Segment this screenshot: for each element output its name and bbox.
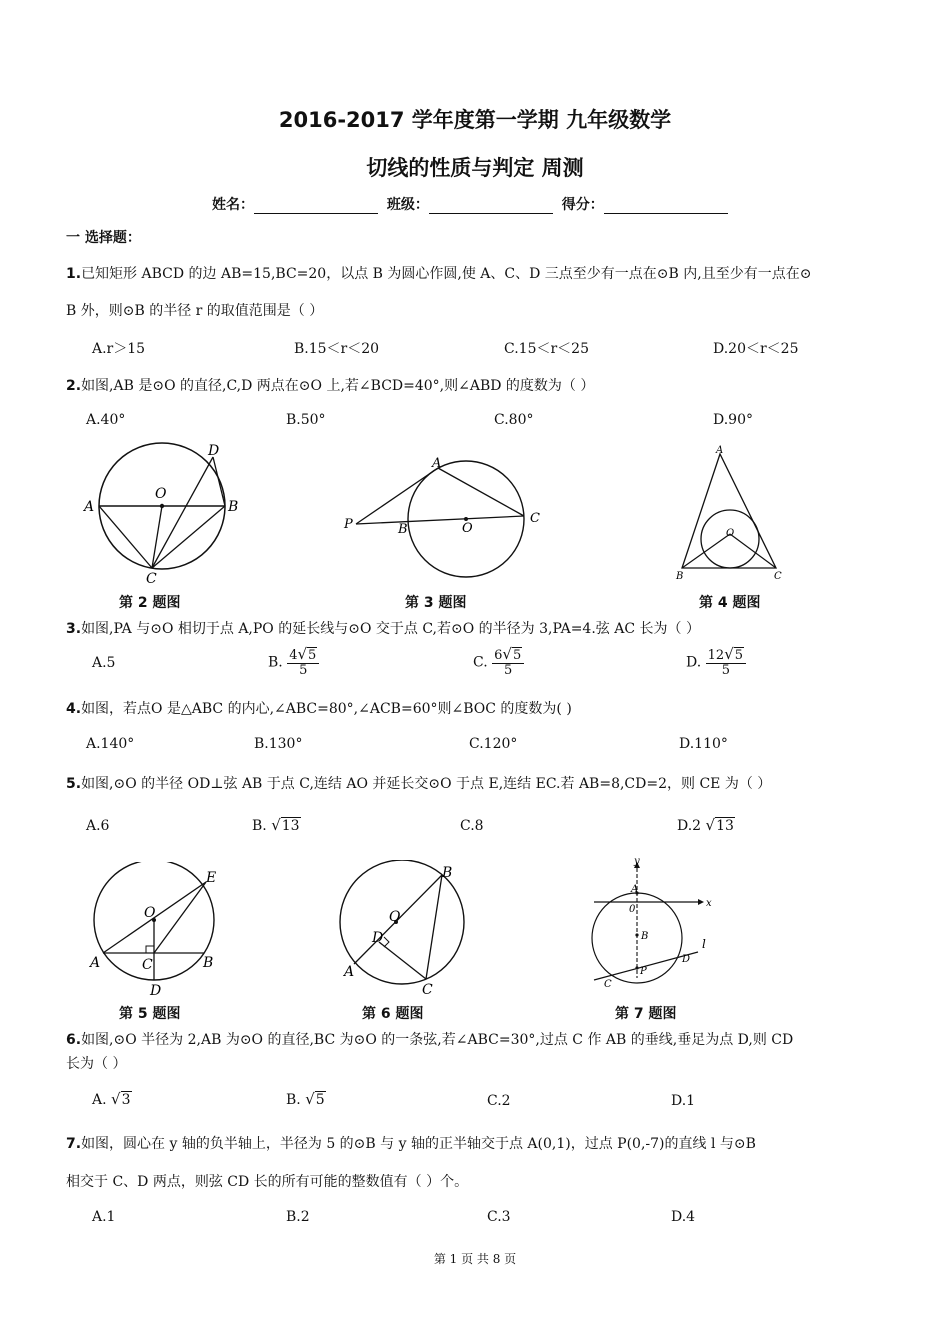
radicand: 5 xyxy=(315,1092,325,1108)
score-blank xyxy=(604,199,728,214)
q7-option-c: C.3 xyxy=(487,1209,511,1225)
figure-3 xyxy=(340,452,550,582)
question-3 xyxy=(66,618,700,638)
radical: √13 xyxy=(705,816,734,834)
option-letter: B. xyxy=(286,1092,301,1108)
question-7 xyxy=(66,1133,756,1153)
name-blank xyxy=(254,199,378,214)
fig7-label-c: C xyxy=(604,979,612,990)
q1-option-b: B.15＜r＜20 xyxy=(294,341,380,357)
figure-5 xyxy=(86,862,236,1002)
question-number: 7. xyxy=(66,1136,82,1152)
question-number: 6. xyxy=(66,1032,82,1048)
fig2-label-d: D xyxy=(208,443,220,459)
fig6-label-b: B xyxy=(442,865,453,881)
question-text: 如图，若点O 是△ABC 的内心,∠ABC=80°,∠ACB=60°则∠BOC 的度数为( ) xyxy=(81,701,572,717)
fig7-label-x: x xyxy=(706,898,712,909)
q6-option-d: D.1 xyxy=(671,1093,696,1109)
q2-option-c: C.80° xyxy=(494,412,534,428)
fig2-label-b: B xyxy=(228,499,239,515)
fig6-label-d: D xyxy=(372,930,384,946)
fig7-label-o: 0 xyxy=(629,904,636,915)
q2-option-b: B.50° xyxy=(286,412,326,428)
figure-2 xyxy=(80,440,250,590)
question-number: 5. xyxy=(66,776,82,792)
option-letter: D. xyxy=(686,654,702,671)
fig7-label-y: y xyxy=(634,856,640,867)
question-7-cont: 相交于 C、D 两点，则弦 CD 长的所有可能的整数值有（ ）个。 xyxy=(66,1174,469,1190)
section-heading: 一 选择题： xyxy=(66,230,141,246)
fig5-label-e: E xyxy=(206,870,217,886)
question-number: 1. xyxy=(66,266,82,282)
q7-option-b: B.2 xyxy=(286,1209,310,1225)
question-text: 如图,⊙O 的半径 OD⊥弦 AB 于点 C,连结 AO 并延长交⊙O 于点 E,连结 EC.若 AB=8,CD=2，则 CE 为（ ） xyxy=(81,776,772,792)
question-4 xyxy=(66,698,572,718)
fig3-label-b: B xyxy=(398,522,408,537)
q5-option-b xyxy=(252,816,301,834)
question-number: 3. xyxy=(66,621,82,637)
fig6-label-c: C xyxy=(422,982,433,998)
fig4-label-c: C xyxy=(774,571,782,582)
fraction: $\frac{12√5}{5}$ xyxy=(706,646,746,679)
fig2-label-c: C xyxy=(146,571,157,587)
caption-figure-5: 第 5 题图 xyxy=(119,1006,181,1022)
fraction-coef: 12 xyxy=(707,648,725,663)
q3-option-d xyxy=(686,646,746,679)
question-5 xyxy=(66,773,771,793)
question-6 xyxy=(66,1029,793,1049)
question-text: 如图，圆心在 y 轴的负半轴上，半径为 5 的⊙B 与 y 轴的正半轴交于点 A(0,1)，过点 P(0,-7)的直线 l 与⊙B xyxy=(81,1136,756,1152)
radical: √13 xyxy=(271,816,300,834)
class-blank xyxy=(429,199,553,214)
fig6-label-o: O xyxy=(389,909,401,925)
q2-option-a: A.40° xyxy=(86,412,126,428)
fraction: $\frac{6√5}{5}$ xyxy=(492,646,524,679)
question-text: 如图,PA 与⊙O 相切于点 A,PO 的延长线与⊙O 交于点 C,若⊙O 的半径为 3,PA=4.弦 AC 长为（ ） xyxy=(81,621,700,637)
score-label: 得分： xyxy=(561,197,604,213)
q4-option-b: B.130° xyxy=(254,736,303,752)
fig7-label-a: A xyxy=(631,884,639,895)
caption-figure-7: 第 7 题图 xyxy=(615,1006,677,1022)
student-info-row xyxy=(212,194,732,214)
fraction-denominator: 5 xyxy=(504,663,513,679)
q5-option-d xyxy=(677,816,735,834)
fig3-label-p: P xyxy=(344,517,353,532)
q4-option-c: C.120° xyxy=(469,736,518,752)
fraction-denominator: 5 xyxy=(721,663,730,679)
radical: √3 xyxy=(111,1090,131,1108)
caption-figure-3: 第 3 题图 xyxy=(405,595,467,611)
caption-figure-6: 第 6 题图 xyxy=(362,1006,424,1022)
radicand: 3 xyxy=(121,1092,131,1108)
fraction-radicand: 5 xyxy=(512,648,522,663)
q3-option-a: A.5 xyxy=(92,655,116,671)
fig2-label-a: A xyxy=(84,499,95,515)
q7-option-d: D.4 xyxy=(671,1209,696,1225)
fig4-label-a: A xyxy=(716,445,724,456)
fig4-label-b: B xyxy=(676,571,684,582)
fraction-denominator: 5 xyxy=(299,663,308,679)
radicand: 13 xyxy=(281,818,300,834)
question-number: 4. xyxy=(66,701,82,717)
fig3-label-a: A xyxy=(432,456,442,471)
fig5-label-o: O xyxy=(144,905,156,921)
fig6-label-a: A xyxy=(344,964,355,980)
question-1 xyxy=(66,263,811,283)
fig7-label-l: l xyxy=(702,937,706,951)
option-letter: A. xyxy=(92,1092,107,1108)
question-6-cont: 长为（ ） xyxy=(66,1056,127,1072)
fig2-label-o: O xyxy=(155,486,167,502)
fig5-label-b: B xyxy=(203,955,214,971)
question-text: 已知矩形 ABCD 的边 AB=15,BC=20，以点 B 为圆心作圆,使 A、C、D 三点至少有一点在⊙B 内,且至少有一点在⊙ xyxy=(81,266,812,282)
question-2 xyxy=(66,375,594,395)
q2-option-d: D.90° xyxy=(713,412,753,428)
question-text: 如图,⊙O 半径为 2,AB 为⊙O 的直径,BC 为⊙O 的一条弦,若∠ABC=30°,过点 C 作 AB 的垂线,垂足为点 D,则 CD xyxy=(81,1032,794,1048)
name-label: 姓名： xyxy=(212,197,254,213)
q4-option-a: A.140° xyxy=(86,736,135,752)
question-text: 如图,AB 是⊙O 的直径,C,D 两点在⊙O 上,若∠BCD=40°,则∠ABD 的度数为（ ） xyxy=(81,378,595,394)
question-1-cont: B 外，则⊙B 的半径 r 的取值范围是（ ） xyxy=(66,303,324,319)
fraction-coef: 4 xyxy=(289,648,298,663)
q6-option-a xyxy=(92,1090,132,1108)
q3-option-c xyxy=(473,646,524,679)
q6-option-c: C.2 xyxy=(487,1093,511,1109)
option-letter: D.2 xyxy=(677,818,702,834)
question-number: 2. xyxy=(66,378,82,394)
fig3-label-c: C xyxy=(530,511,540,526)
fig7-label-d: D xyxy=(682,954,691,965)
fig5-label-c: C xyxy=(142,957,153,973)
q6-option-b xyxy=(286,1090,326,1108)
q1-option-a: A.r＞15 xyxy=(92,341,146,357)
q3-option-b xyxy=(268,646,319,679)
fig4-label-o: O xyxy=(726,528,735,539)
option-letter: B. xyxy=(252,818,267,834)
fraction: $\frac{4√5}{5}$ xyxy=(287,646,319,679)
option-letter: B. xyxy=(268,654,283,671)
q5-option-a: A.6 xyxy=(86,818,110,834)
figure-6 xyxy=(334,860,474,1000)
fraction-radicand: 5 xyxy=(734,648,744,663)
fig7-label-b: B xyxy=(641,931,649,942)
class-label: 班级： xyxy=(386,197,429,213)
fig7-label-p: P xyxy=(640,966,647,977)
fig5-label-d: D xyxy=(150,983,162,999)
radical: √5 xyxy=(305,1090,325,1108)
q1-option-d: D.20＜r＜25 xyxy=(713,341,799,357)
fig3-label-o: O xyxy=(462,521,473,536)
figure-4 xyxy=(672,444,792,586)
page-title: 2016-2017 学年度第一学期 九年级数学 xyxy=(278,108,672,132)
page-subtitle: 切线的性质与判定 周测 xyxy=(366,156,584,180)
q4-option-d: D.110° xyxy=(679,736,728,752)
q7-option-a: A.1 xyxy=(92,1209,116,1225)
figure-7 xyxy=(590,856,720,996)
caption-figure-2: 第 2 题图 xyxy=(119,595,181,611)
caption-figure-4: 第 4 题图 xyxy=(699,595,761,611)
q5-option-c: C.8 xyxy=(460,818,484,834)
fraction-radicand: 5 xyxy=(308,648,317,663)
q1-option-c: C.15＜r＜25 xyxy=(504,341,589,357)
fig5-label-a: A xyxy=(90,955,101,971)
page-footer: 第 1 页 共 8 页 xyxy=(433,1252,517,1266)
fraction-coef: 6 xyxy=(494,648,503,663)
radicand: 13 xyxy=(716,818,734,834)
option-letter: C. xyxy=(473,654,488,671)
